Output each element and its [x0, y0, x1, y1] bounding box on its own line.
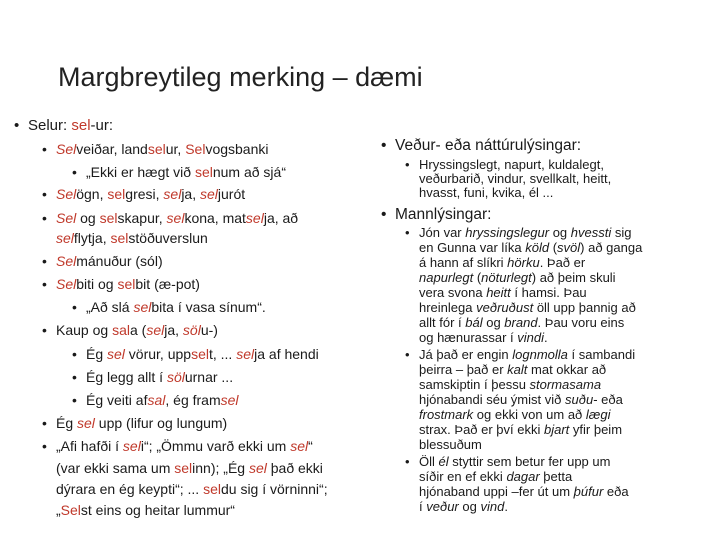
text-segment: ögn,: [76, 186, 108, 202]
bullet-icon: •: [42, 438, 47, 454]
bullet-icon: •: [72, 346, 77, 362]
text-segment: veiðar, land: [76, 141, 148, 157]
text-segment: hjónabandi séu ýmist við: [419, 392, 565, 407]
text-segment: síðir en ef ekki: [419, 469, 507, 484]
text-segment: sel: [107, 186, 126, 202]
text-segment: napurlegt: [419, 270, 474, 285]
bullet-icon: •: [405, 454, 410, 469]
left-line: [42, 322, 218, 338]
text-segment: sel: [122, 438, 141, 454]
text-segment: t, ...: [208, 346, 237, 362]
text-segment: u-): [200, 322, 218, 338]
text-segment: bál: [465, 315, 483, 330]
text-segment: sel: [200, 186, 218, 202]
text-segment: .: [544, 330, 548, 345]
text-segment: allt fór í: [419, 315, 466, 330]
text-segment: bit (æ-pot): [135, 276, 200, 292]
text-segment: vind: [480, 499, 505, 514]
text-segment: hörku: [507, 255, 540, 270]
text-segment: svöl: [557, 240, 581, 255]
text-segment: biti og: [76, 276, 118, 292]
text-segment: hryssingslegur: [465, 225, 550, 240]
text-segment: sel: [146, 322, 165, 338]
left-line: [42, 438, 313, 454]
left-line: [56, 230, 208, 246]
bullet-icon: •: [72, 392, 77, 408]
text-segment: Sel: [56, 141, 77, 157]
text-segment: sel: [248, 460, 267, 476]
text-segment: .: [504, 499, 508, 514]
right-line: [419, 437, 482, 452]
text-segment: Kaup og: [56, 322, 113, 338]
right-line: [419, 422, 622, 437]
text-segment: öll upp þannig að: [533, 300, 636, 315]
right-line: [381, 206, 492, 224]
bullet-icon: •: [42, 415, 47, 431]
text-segment: Ég legg allt í: [86, 369, 167, 385]
left-line: [72, 346, 319, 362]
left-line: [42, 141, 269, 157]
text-segment: Veður- eða náttúrulýsingar:: [395, 137, 582, 154]
text-segment: Ég: [86, 346, 108, 362]
bullet-icon: •: [42, 186, 47, 202]
text-segment: hreinlega: [419, 300, 477, 315]
text-segment: du sig í vörninni“;: [220, 481, 328, 497]
right-line: [419, 270, 616, 285]
text-segment: ) að ganga: [580, 240, 643, 255]
text-segment: sel: [290, 438, 309, 454]
text-segment: ja, að: [263, 210, 299, 226]
bullet-icon: •: [72, 164, 77, 180]
bullet-icon: •: [42, 276, 47, 292]
text-segment: og: [482, 315, 505, 330]
text-segment: sel: [163, 186, 182, 202]
bullet-icon: •: [405, 225, 410, 240]
right-line: [419, 362, 606, 377]
text-segment: dýrara en ég keypti“; ...: [56, 481, 204, 497]
right-line: [381, 137, 581, 155]
text-segment: sel: [203, 481, 221, 497]
right-line: [419, 392, 623, 407]
left-line: [56, 502, 235, 518]
text-segment: (: [549, 240, 558, 255]
right-line: [405, 347, 635, 362]
text-segment: eða: [603, 484, 629, 499]
text-segment: vörur, upp: [124, 346, 192, 362]
text-segment: urnar ...: [184, 369, 234, 385]
left-line: [42, 276, 200, 292]
text-segment: ja,: [164, 322, 183, 338]
right-line: [419, 255, 585, 270]
text-segment: sel: [77, 415, 95, 431]
bullet-icon: •: [72, 369, 77, 385]
text-segment: og: [76, 210, 100, 226]
text-segment: ja,: [181, 186, 200, 202]
text-segment: st eins og heitar lummur“: [80, 502, 235, 518]
text-segment: nöturlegt: [481, 270, 532, 285]
text-segment: bita í vasa sínum“.: [151, 299, 266, 315]
text-segment: Jón var: [419, 225, 466, 240]
text-segment: flytja,: [73, 230, 111, 246]
text-segment: sel: [174, 460, 193, 476]
text-segment: Selur:: [28, 117, 72, 134]
text-segment: en Gunna var líka: [419, 240, 526, 255]
text-segment: (var ekki sama um: [56, 460, 175, 476]
text-segment: blessuðum: [419, 437, 482, 452]
text-segment: “: [308, 438, 313, 454]
text-segment: kalt: [507, 362, 528, 377]
text-segment: sel: [99, 210, 118, 226]
text-segment: sel: [56, 230, 74, 246]
text-segment: sel: [117, 276, 136, 292]
text-segment: þeirra – það er: [419, 362, 508, 377]
text-segment: sel: [71, 117, 91, 134]
text-segment: sal: [112, 322, 130, 338]
left-line: [42, 210, 298, 226]
right-line: [419, 300, 636, 315]
text-segment: hvessti: [570, 225, 612, 240]
text-segment: gresi,: [125, 186, 164, 202]
bullet-icon: •: [405, 347, 410, 362]
text-segment: og hænurassar í: [419, 330, 518, 345]
right-line: [419, 285, 587, 300]
text-segment: brand: [504, 315, 538, 330]
text-segment: bjart: [544, 422, 570, 437]
right-line: [419, 407, 610, 422]
bullet-icon: •: [405, 157, 410, 172]
text-segment: i“; „Ömmu varð ekki um: [140, 438, 291, 454]
right-line: [419, 171, 611, 186]
bullet-icon: •: [381, 206, 387, 223]
left-line: [42, 253, 163, 269]
right-line: [405, 454, 610, 469]
text-segment: vera svona: [419, 285, 487, 300]
text-segment: styttir sem betur fer upp um: [448, 454, 611, 469]
text-segment: vindi: [517, 330, 545, 345]
right-line: [419, 469, 572, 484]
text-segment: köld: [525, 240, 550, 255]
left-line: [14, 117, 113, 134]
bullet-icon: •: [42, 210, 47, 226]
text-segment: Sel: [60, 502, 81, 518]
text-segment: söl: [182, 322, 201, 338]
text-segment: sel: [166, 210, 185, 226]
left-line: [42, 186, 245, 202]
left-line: [56, 460, 323, 476]
right-line: [405, 157, 604, 172]
left-line: [72, 369, 233, 385]
text-segment: skapur,: [117, 210, 167, 226]
text-segment: num að sjá“: [212, 164, 286, 180]
text-segment: og ekki von um að: [473, 407, 586, 422]
text-segment: Sel: [56, 210, 77, 226]
bullet-icon: •: [42, 322, 47, 338]
bullet-icon: •: [14, 117, 20, 134]
text-segment: sel: [194, 164, 213, 180]
text-segment: Sel: [56, 253, 77, 269]
text-segment: samskiptin í þessu: [419, 377, 530, 392]
text-segment: Hryssingslegt, napurt, kuldalegt,: [419, 157, 604, 172]
text-segment: Sel: [185, 141, 206, 157]
text-segment: lognmolla: [512, 347, 568, 362]
right-line: [419, 330, 548, 345]
left-line: [72, 299, 266, 315]
text-segment: heitt: [486, 285, 511, 300]
text-segment: Ég veiti af: [86, 392, 148, 408]
text-segment: . Það er: [539, 255, 586, 270]
slide-title: Margbreytileg merking – dæmi: [58, 62, 423, 92]
text-segment: Ég: [56, 415, 78, 431]
text-segment: Mannlýsingar:: [395, 206, 492, 223]
text-segment: él: [438, 454, 449, 469]
text-segment: og: [458, 499, 481, 514]
text-segment: Öll: [419, 454, 439, 469]
text-segment: jurót: [217, 186, 246, 202]
text-segment: „Ekki er hægt við: [86, 164, 195, 180]
bullet-icon: •: [42, 141, 47, 157]
text-segment: kona, mat: [184, 210, 246, 226]
right-line: [419, 484, 629, 499]
right-line: [419, 240, 642, 255]
right-line: [419, 185, 553, 200]
text-segment: Sel: [56, 186, 77, 202]
right-line: [419, 315, 624, 330]
text-segment: sel: [133, 299, 152, 315]
text-segment: mat okkar að: [527, 362, 607, 377]
text-segment: sel: [107, 346, 125, 362]
text-segment: ) að þeim skuli: [531, 270, 616, 285]
text-segment: hjónaband uppi –fer út um: [419, 484, 574, 499]
text-segment: -ur:: [90, 117, 114, 134]
text-segment: , ég fram: [165, 392, 221, 408]
text-segment: sel: [245, 210, 264, 226]
text-segment: veður: [426, 499, 459, 514]
bullet-icon: •: [381, 137, 387, 154]
text-segment: sel: [220, 392, 239, 408]
text-segment: sel: [110, 230, 129, 246]
text-segment: a (: [129, 322, 147, 338]
text-segment: sel: [191, 346, 209, 362]
text-segment: . Þau voru eins: [537, 315, 625, 330]
text-segment: ur,: [165, 141, 186, 157]
text-segment: frostmark: [419, 407, 474, 422]
text-segment: sel: [147, 141, 166, 157]
text-segment: Sel: [56, 276, 77, 292]
text-segment: og: [549, 225, 571, 240]
text-segment: veðurbarið, vindur, svellkalt, heitt,: [419, 171, 612, 186]
right-line: [419, 499, 508, 514]
text-segment: þúfur: [573, 484, 604, 499]
text-segment: dagar: [506, 469, 540, 484]
text-segment: (: [473, 270, 482, 285]
text-segment: lægi: [585, 407, 611, 422]
text-segment: á hann af slíkri: [419, 255, 508, 270]
text-segment: ja af hendi: [254, 346, 319, 362]
text-segment: Já það er engin: [419, 347, 513, 362]
text-segment: vogsbanki: [205, 141, 269, 157]
text-segment: „Að slá: [86, 299, 134, 315]
left-line: [72, 392, 239, 408]
bullet-icon: •: [42, 253, 47, 269]
text-segment: upp (lifur og lungum): [94, 415, 228, 431]
text-segment: suðu: [564, 392, 594, 407]
text-segment: strax. Það er því ekki: [419, 422, 544, 437]
text-segment: sel: [236, 346, 255, 362]
text-segment: þetta: [539, 469, 573, 484]
text-segment: inn); „Ég: [192, 460, 249, 476]
bullet-icon: •: [72, 299, 77, 315]
text-segment: veðruðust: [476, 300, 534, 315]
text-segment: í: [419, 499, 427, 514]
left-line: [56, 481, 328, 497]
text-segment: sig: [611, 225, 632, 240]
text-segment: í sambandi: [567, 347, 636, 362]
text-segment: stormasama: [529, 377, 602, 392]
left-line: [72, 164, 286, 180]
text-segment: „: [56, 502, 61, 518]
text-segment: söl: [166, 369, 185, 385]
text-segment: það ekki: [266, 460, 323, 476]
right-line: [405, 225, 631, 240]
right-line: [419, 377, 601, 392]
text-segment: sal: [147, 392, 166, 408]
left-line: [42, 415, 227, 431]
text-segment: - eða: [593, 392, 623, 407]
text-segment: „Afi hafði í: [56, 438, 123, 454]
text-segment: hvasst, funi, kvika, él ...: [419, 185, 554, 200]
text-segment: yfir þeim: [569, 422, 623, 437]
text-segment: í hamsi. Þau: [510, 285, 587, 300]
text-segment: stöðuverslun: [128, 230, 208, 246]
text-segment: mánuður (sól): [76, 253, 163, 269]
